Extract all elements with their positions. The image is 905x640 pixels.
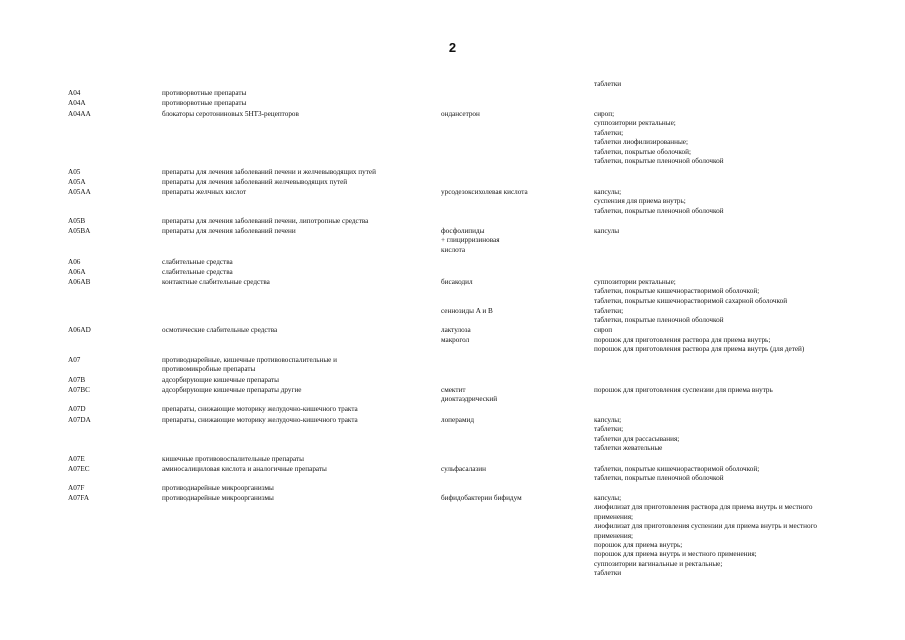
dosage-form-item: таблетки [594, 80, 622, 88]
drug-name: бифидобактерии бифидум [441, 494, 522, 502]
atc-code: A07FA [68, 494, 90, 502]
dosage-forms [594, 80, 621, 89]
atc-code: A06AD [68, 326, 91, 334]
dosage-form-item: суспензия для приема внутрь; [594, 197, 686, 206]
drug-name: лоперамид [441, 416, 475, 424]
atc-code: A06 [68, 258, 81, 266]
drug-name: фосфолипиды + глицирризиновая кислота [441, 227, 500, 254]
atc-code: A07EC [68, 465, 90, 473]
atc-code: A05AA [68, 188, 91, 196]
drug-name: сульфасалазин [441, 465, 486, 473]
dosage-forms [594, 227, 619, 236]
dosage-forms [594, 336, 804, 355]
dosage-form-item: капсулы; [594, 188, 622, 196]
group-name: препараты желчных кислот [162, 188, 247, 196]
group-name: противорвотные препараты [162, 89, 247, 97]
atc-code: A05B [68, 217, 86, 225]
group-name: слабительные средства [162, 268, 233, 276]
dosage-form-item: таблетки, покрытые пленочной оболочкой [594, 157, 724, 166]
dosage-forms [594, 494, 817, 579]
group-name: препараты для лечения заболеваний печени [162, 227, 296, 235]
group-name: препараты для лечения заболеваний желчевыводящих путей [162, 178, 348, 186]
drug-name: бисакодил [441, 278, 473, 286]
dosage-form-item: таблетки, покрытые кишечнорастворимой оболочкой; [594, 465, 760, 473]
group-name: адсорбирующие кишечные препараты другие [162, 386, 302, 394]
group-name: слабительные средства [162, 258, 233, 266]
group-name: противодиарейные, кишечные противовоспалительные и противомикробные препараты [162, 356, 338, 374]
group-name: препараты для лечения заболеваний печени и желчевыводящих путей [162, 168, 376, 176]
dosage-form-item: таблетки, покрытые оболочкой; [594, 147, 691, 156]
atc-code: A07DA [68, 416, 91, 424]
atc-code: A07E [68, 455, 85, 463]
drug-name: ондансетрон [441, 110, 480, 118]
dosage-forms [594, 278, 787, 306]
group-name: препараты для лечения заболеваний печени, липотропные средства [162, 217, 369, 225]
dosage-form-item: таблетки [594, 569, 622, 578]
dosage-form-item: таблетки, покрытые кишечнорастворимой сахарной оболочкой [594, 296, 788, 305]
dosage-form-item: таблетки, покрытые пленочной оболочкой [594, 316, 724, 325]
dosage-form-item: таблетки; [594, 307, 624, 315]
group-name: противодиарейные микроорганизмы [162, 484, 274, 492]
atc-code: A05 [68, 168, 81, 176]
drug-name: сеннозиды A и B [441, 307, 493, 315]
group-name: препараты, снижающие моторику желудочно-кишечного тракта [162, 416, 358, 424]
dosage-form-item: таблетки, покрытые пленочной оболочкой [594, 474, 724, 483]
group-name: противорвотные препараты [162, 99, 247, 107]
dosage-forms [594, 110, 724, 166]
dosage-form-item: суппозитории вагинальные и ректальные; [594, 559, 723, 568]
dosage-form-item: порошок для приема внутрь и местного применения; [594, 550, 757, 559]
dosage-forms [594, 416, 679, 454]
atc-code: A07F [68, 484, 85, 492]
dosage-forms [594, 465, 759, 484]
drug-name: макрогол [441, 336, 470, 344]
group-name: осмотические слабительные средства [162, 326, 278, 334]
dosage-forms [594, 386, 773, 395]
dosage-form-item: таблетки лиофилизированные; [594, 138, 688, 147]
dosage-form-item: таблетки для рассасывания; [594, 434, 680, 443]
group-name: препараты, снижающие моторику желудочно-кишечного тракта [162, 405, 358, 413]
dosage-form-item: капсулы; [594, 494, 622, 502]
group-name: блокаторы серотониновых 5HT3-рецепторов [162, 110, 299, 118]
atc-code: A04AA [68, 110, 91, 118]
dosage-form-item: капсулы; [594, 416, 622, 424]
atc-code: A07B [68, 376, 86, 384]
atc-code: A05BA [68, 227, 91, 235]
page-number: 2 [448, 40, 457, 55]
atc-code: A07BC [68, 386, 90, 394]
dosage-form-item: лиофилизат для приготовления суспензии для приема внутрь и местного применения; [594, 522, 817, 540]
dosage-form-item: суппозитории ректальные; [594, 278, 676, 286]
dosage-form-item: сироп; [594, 110, 615, 118]
atc-code: A07 [68, 356, 81, 364]
dosage-form-item: порошок для приема внутрь; [594, 541, 683, 550]
dosage-form-item: таблетки жевательные [594, 444, 663, 453]
atc-code: A06AB [68, 278, 91, 286]
atc-code: A04 [68, 89, 81, 97]
drug-name: лактулоза [441, 326, 471, 334]
dosage-form-item: лиофилизат для приготовления раствора для приема внутрь и местного применения; [594, 503, 813, 521]
dosage-form-item: порошок для приготовления раствора для приема внутрь; [594, 336, 771, 344]
dosage-forms [594, 188, 724, 216]
atc-code: A06A [68, 268, 86, 276]
dosage-form-item: сироп [594, 326, 613, 334]
dosage-form-item: порошок для приготовления суспензии для приема внутрь [594, 386, 773, 394]
dosage-form-item: таблетки; [594, 128, 624, 137]
drug-name: смектит диоктаэдрический [441, 386, 498, 404]
dosage-forms [594, 326, 612, 335]
group-name: аминосалициловая кислота и аналогичные препараты [162, 465, 327, 473]
dosage-forms [594, 307, 724, 326]
atc-code: A05A [68, 178, 86, 186]
dosage-form-item: капсулы [594, 227, 620, 235]
dosage-form-item: порошок для приготовления раствора для приема внутрь (для детей) [594, 345, 805, 354]
dosage-form-item: таблетки, покрытые пленочной оболочкой [594, 206, 724, 215]
dosage-form-item: таблетки; [594, 425, 624, 434]
dosage-form-item: суппозитории ректальные; [594, 119, 676, 128]
atc-code: A07D [68, 405, 86, 413]
group-name: кишечные противовоспалительные препараты [162, 455, 304, 463]
group-name: адсорбирующие кишечные препараты [162, 376, 279, 384]
group-name: противодиарейные микроорганизмы [162, 494, 274, 502]
dosage-form-item: таблетки, покрытые кишечнорастворимой оболочкой; [594, 287, 760, 296]
group-name: контактные слабительные средства [162, 278, 270, 286]
atc-code: A04A [68, 99, 86, 107]
drug-name: урсодезоксихолевая кислота [441, 188, 528, 196]
